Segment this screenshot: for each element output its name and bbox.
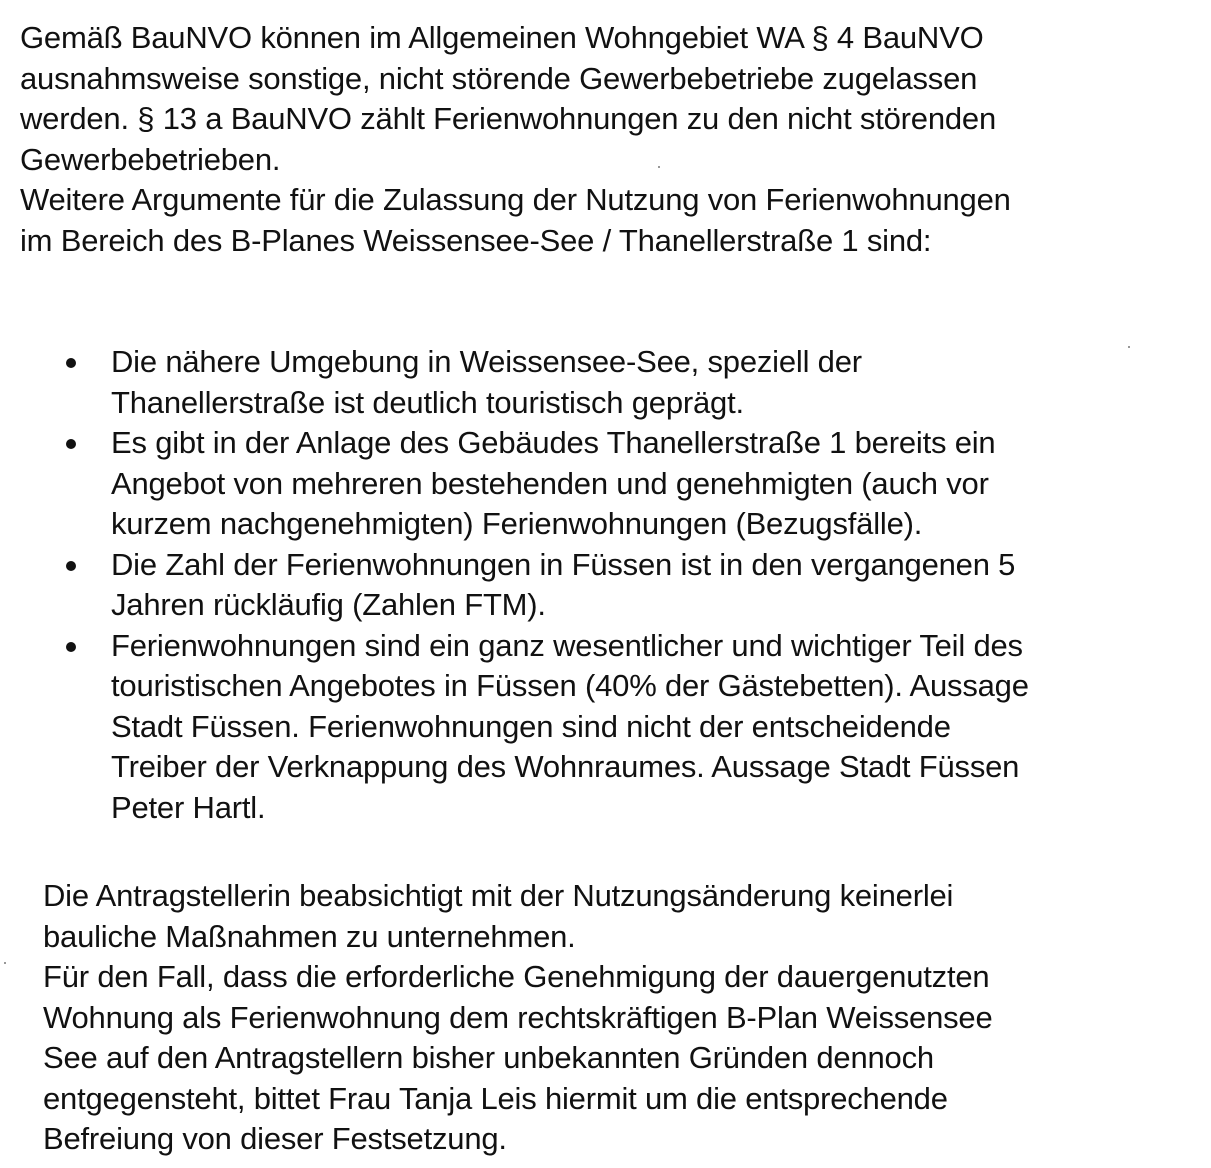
bullet-line: Es gibt in der Anlage des Gebäudes Thanellerstraße 1 bereits ein <box>111 425 996 460</box>
closing-line: Für den Fall, dass die erforderliche Genehmigung der dauergenutzten <box>43 959 990 994</box>
bullet-line: Peter Hartl. <box>111 789 266 825</box>
bullet-line: kurzem nachgenehmigten) Ferienwohnungen (Bezugsfälle). <box>111 506 923 541</box>
bullet-item <box>0 342 1191 423</box>
closing-paragraph <box>43 876 1203 1160</box>
bullet-dot-icon <box>66 439 76 449</box>
closing-line: bauliche Maßnahmen zu unternehmen. <box>43 918 576 954</box>
bullet-line: Die Zahl der Ferienwohnungen in Füssen ist in den vergangenen 5 <box>111 546 1016 582</box>
bullet-item <box>0 423 1191 545</box>
bullet-line: Thanellerstraße ist deutlich touristisch geprägt. <box>111 384 744 420</box>
bullet-line: Ferienwohnungen sind ein ganz wesentlicher und wichtiger Teil des <box>111 627 1023 663</box>
scan-speck <box>1128 346 1130 348</box>
bullet-line: Jahren rückläufig (Zahlen FTM). <box>111 587 546 622</box>
scan-speck <box>658 166 660 168</box>
scan-speck <box>4 962 6 964</box>
closing-line: Wohnung als Ferienwohnung dem rechtskräftigen B-Plan Weissensee <box>43 999 993 1035</box>
closing-line: See auf den Antragstellern bisher unbekannten Gründen dennoch <box>43 1040 934 1075</box>
intro-line: Gewerbebetrieben. <box>20 141 281 177</box>
intro-paragraph <box>20 18 1205 261</box>
bullet-line: Stadt Füssen. Ferienwohnungen sind nicht der entscheidende <box>111 708 951 744</box>
closing-line: Befreiung von dieser Festsetzung. <box>43 1121 507 1156</box>
intro-line: ausnahmsweise sonstige, nicht störende Gewerbebetriebe zugelassen <box>20 60 978 96</box>
bullet-dot-icon <box>66 358 76 368</box>
bullet-item <box>0 626 1191 829</box>
intro-line: Weitere Argumente für die Zulassung der Nutzung von Ferienwohnungen <box>20 182 1011 217</box>
bullet-dot-icon <box>66 561 76 571</box>
closing-line: Die Antragstellerin beabsichtigt mit der Nutzungsänderung keinerlei <box>43 878 954 913</box>
intro-line: werden. § 13 a BauNVO zählt Ferienwohnungen zu den nicht störenden <box>20 101 996 136</box>
bullet-line: Die nähere Umgebung in Weissensee-See, speziell der <box>111 344 862 379</box>
bullet-dot-icon <box>66 642 76 652</box>
bullet-line: Angebot von mehreren bestehenden und genehmigten (auch vor <box>111 465 989 501</box>
intro-line: im Bereich des B-Planes Weissensee-See / Thanellerstraße 1 sind: <box>20 222 932 258</box>
bullet-item <box>0 545 1191 626</box>
bullet-line: touristischen Angebotes in Füssen (40% der Gästebetten). Aussage <box>111 668 1029 703</box>
argument-bullet-list <box>0 342 1211 828</box>
bullet-line: Treiber der Verknappung des Wohnraumes. Aussage Stadt Füssen <box>111 749 1020 784</box>
closing-line: entgegensteht, bittet Frau Tanja Leis hiermit um die entsprechende <box>43 1080 948 1116</box>
intro-line: Gemäß BauNVO können im Allgemeinen Wohngebiet WA § 4 BauNVO <box>20 20 984 55</box>
